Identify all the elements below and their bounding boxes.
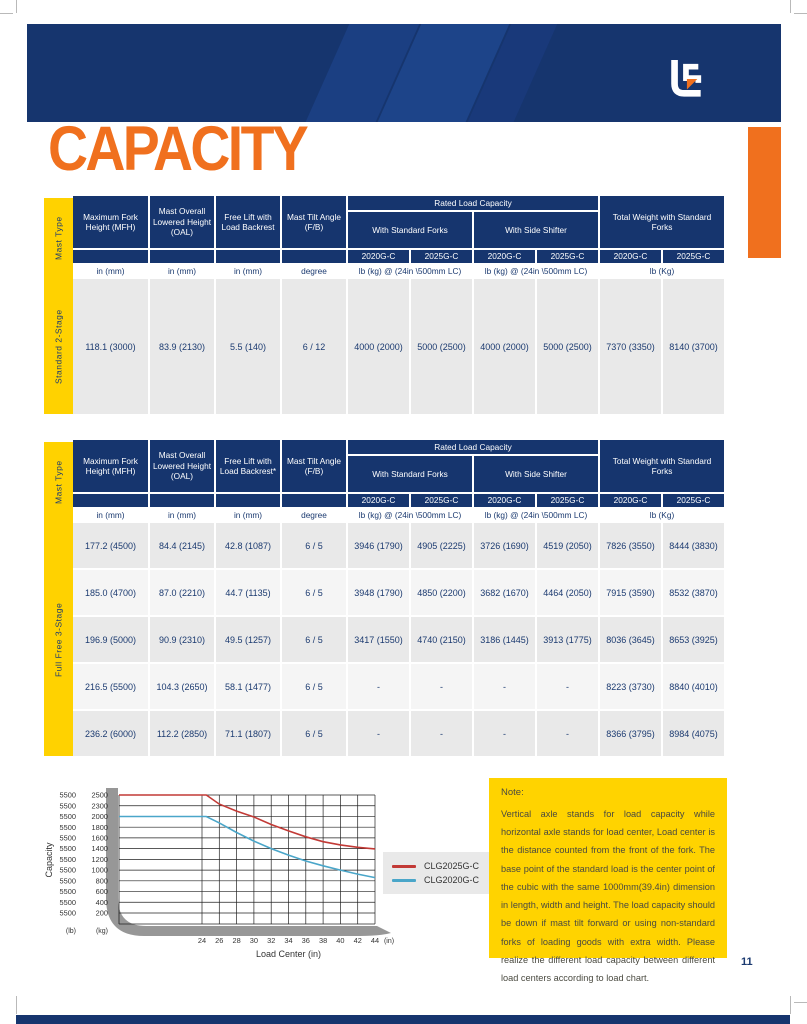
col-header-mfh: Maximum Fork Height (MFH) xyxy=(73,440,150,494)
subheader-side-shifter: With Side Shifter xyxy=(474,212,600,250)
model-row-blank xyxy=(73,494,150,509)
table-cell: - xyxy=(537,711,600,758)
model-header: 2020G-C xyxy=(474,494,537,509)
table-cell: 3946 (1790) xyxy=(348,523,411,570)
table-cell: 6 / 5 xyxy=(282,617,348,664)
y-tick-lb: 5500 xyxy=(59,865,76,875)
table-cell: 7826 (3550) xyxy=(600,523,663,570)
table-cell: - xyxy=(348,711,411,758)
table-cell: 5000 (2500) xyxy=(537,279,600,416)
table-cell: 6 / 5 xyxy=(282,570,348,617)
table-cell: 118.1 (3000) xyxy=(73,279,150,416)
liugong-logo-icon xyxy=(666,60,704,100)
table-cell: 8366 (3795) xyxy=(600,711,663,758)
group-header-total-weight: Total Weight with Standard Forks xyxy=(600,440,726,494)
y-tick-kg: 1600 xyxy=(91,833,108,843)
model-header: 2020G-C xyxy=(600,494,663,509)
table-cell: 4000 (2000) xyxy=(348,279,411,416)
unit-cell: lb (kg) @ (24in \500mm LC) xyxy=(474,509,600,523)
table-cell: 58.1 (1477) xyxy=(216,664,282,711)
model-header: 2025G-C xyxy=(537,250,600,265)
capacity-table-full-free xyxy=(44,440,726,758)
model-row-blank xyxy=(73,250,150,265)
table-cell: 4519 (2050) xyxy=(537,523,600,570)
table-cell: 3726 (1690) xyxy=(474,523,537,570)
table-cell: 8984 (4075) xyxy=(663,711,726,758)
model-header: 2020G-C xyxy=(474,250,537,265)
model-row-blank xyxy=(282,250,348,265)
x-tick: 28 xyxy=(232,936,241,945)
x-tick: 40 xyxy=(336,936,345,945)
table-cell: 87.0 (2210) xyxy=(150,570,216,617)
col-header-free-lift: Free Lift with Load Backrest xyxy=(216,196,282,250)
subheader-standard-forks: With Standard Forks xyxy=(348,456,474,494)
model-header: 2025G-C xyxy=(537,494,600,509)
y-tick-lb: 5500 xyxy=(59,822,76,832)
model-header: 2025G-C xyxy=(663,494,726,509)
table-cell: 8840 (4010) xyxy=(663,664,726,711)
model-row-blank xyxy=(216,250,282,265)
unit-cell: lb (kg) @ (24in \500mm LC) xyxy=(348,265,474,279)
table-cell: - xyxy=(348,664,411,711)
legend-label: CLG2025G-C xyxy=(424,861,480,871)
unit-cell: in (mm) xyxy=(216,265,282,279)
table-cell: - xyxy=(411,711,474,758)
unit-cell: in (mm) xyxy=(73,265,150,279)
table-cell: 7370 (3350) xyxy=(600,279,663,416)
model-header: 2020G-C xyxy=(600,250,663,265)
col-header-mfh: Maximum Fork Height (MFH) xyxy=(73,196,150,250)
table-cell: 6 / 5 xyxy=(282,523,348,570)
y-tick-kg: 2500 xyxy=(91,790,108,800)
table-cell: 4740 (2150) xyxy=(411,617,474,664)
legend-item xyxy=(392,873,496,887)
table-cell: 112.2 (2850) xyxy=(150,711,216,758)
x-tick: 34 xyxy=(284,936,293,945)
page-number: 11 xyxy=(741,956,753,968)
table-cell: 83.9 (2130) xyxy=(150,279,216,416)
series-CLG2025G-C xyxy=(119,795,375,849)
y-unit-lb: (lb) xyxy=(65,928,76,935)
table-cell: 8653 (3925) xyxy=(663,617,726,664)
x-tick: 26 xyxy=(215,936,224,945)
unit-cell: in (mm) xyxy=(73,509,150,523)
y-tick-lb: 5500 xyxy=(59,801,76,811)
y-tick-kg: 1000 xyxy=(91,865,108,875)
crop-mark xyxy=(790,0,791,13)
group-header-rated-load: Rated Load Capacity xyxy=(348,440,600,456)
y-tick-lb: 5500 xyxy=(59,854,76,864)
bottom-band xyxy=(16,1015,790,1024)
col-header-oal: Mast Overall Lowered Height (OAL) xyxy=(150,440,216,494)
unit-cell: lb (Kg) xyxy=(600,265,726,279)
legend-swatch-blue xyxy=(392,879,416,882)
note-title: Note: xyxy=(501,787,524,798)
unit-cell: lb (kg) @ (24in \500mm LC) xyxy=(348,509,474,523)
mast-type-row-label: Full Free 3-Stage xyxy=(44,523,73,758)
table-cell: 8444 (3830) xyxy=(663,523,726,570)
table-cell: 4905 (2225) xyxy=(411,523,474,570)
table-cell: - xyxy=(474,664,537,711)
subheader-side-shifter: With Side Shifter xyxy=(474,456,600,494)
note-body: Vertical axle stands for load capacity while horizontal axle stands for load center, Load center is the distance counted from the front of the fork. The base point of the standard load is the center point of the cubic with the same 1000mm(39.4in) dimension in length, width and height. The load capacity should be down if mast tilt forward or using non-standard forks of loading goods with extra width. Please realize the different load capacity between different load centers according to load chart. xyxy=(501,809,715,983)
table-cell: 6 / 12 xyxy=(282,279,348,416)
header-band xyxy=(27,24,781,122)
subheader-standard-forks: With Standard Forks xyxy=(348,212,474,250)
model-row-blank xyxy=(282,494,348,509)
x-tick: 38 xyxy=(318,936,328,945)
x-tick: 44 xyxy=(370,936,380,945)
table-cell: 185.0 (4700) xyxy=(73,570,150,617)
col-header-free-lift: Free Lift with Load Backrest* xyxy=(216,440,282,494)
table-cell: 3417 (1550) xyxy=(348,617,411,664)
mast-type-header: Mast Type xyxy=(44,440,73,523)
table-cell: 3682 (1670) xyxy=(474,570,537,617)
group-header-total-weight: Total Weight with Standard Forks xyxy=(600,196,726,250)
table-cell: 3186 (1445) xyxy=(474,617,537,664)
y-tick-lb: 5500 xyxy=(59,908,76,918)
table-cell: 5.5 (140) xyxy=(216,279,282,416)
y-tick-kg: 1200 xyxy=(91,854,108,864)
model-header: 2020G-C xyxy=(348,250,411,265)
table-cell: 5000 (2500) xyxy=(411,279,474,416)
table-cell: 8036 (3645) xyxy=(600,617,663,664)
note-box xyxy=(489,778,727,983)
table-cell: 3948 (1790) xyxy=(348,570,411,617)
x-tick: 24 xyxy=(197,936,207,945)
table-cell: 71.1 (1807) xyxy=(216,711,282,758)
unit-cell: degree xyxy=(282,265,348,279)
table-cell: 44.7 (1135) xyxy=(216,570,282,617)
y-tick-lb: 5500 xyxy=(59,790,76,800)
table-cell: 49.5 (1257) xyxy=(216,617,282,664)
model-row-blank xyxy=(150,250,216,265)
legend-swatch-red xyxy=(392,865,416,868)
table-cell: 4850 (2200) xyxy=(411,570,474,617)
x-tick: 36 xyxy=(301,936,310,945)
unit-cell: in (mm) xyxy=(150,265,216,279)
model-row-blank xyxy=(150,494,216,509)
unit-cell: lb (kg) @ (24in \500mm LC) xyxy=(474,265,600,279)
y-tick-lb: 5500 xyxy=(59,887,76,897)
table-cell: 7915 (3590) xyxy=(600,570,663,617)
table-cell: 42.8 (1087) xyxy=(216,523,282,570)
table-cell: 3913 (1775) xyxy=(537,617,600,664)
col-header-tilt: Mast Tilt Angle (F/B) xyxy=(282,440,348,494)
unit-cell: degree xyxy=(282,509,348,523)
table-cell: 6 / 5 xyxy=(282,664,348,711)
model-header: 2025G-C xyxy=(663,250,726,265)
crop-mark xyxy=(16,0,17,13)
table-cell: 6 / 5 xyxy=(282,711,348,758)
table-cell: - xyxy=(474,711,537,758)
mast-type-header: Mast Type xyxy=(44,196,73,279)
model-header: 2020G-C xyxy=(348,494,411,509)
crop-mark xyxy=(794,1002,807,1003)
page-title: CAPACITY xyxy=(48,114,307,184)
unit-cell: in (mm) xyxy=(150,509,216,523)
y-tick-lb: 5500 xyxy=(59,812,76,822)
table-cell: - xyxy=(537,664,600,711)
y-tick-lb: 5500 xyxy=(59,897,76,907)
series-CLG2020G-C xyxy=(119,817,375,878)
crop-mark xyxy=(16,996,17,1014)
crop-mark xyxy=(794,13,807,14)
y-tick-lb: 5500 xyxy=(59,833,76,843)
y-unit-kg: (kg) xyxy=(95,928,108,935)
model-header: 2025G-C xyxy=(411,250,474,265)
mast-type-row-label: Standard 2-Stage xyxy=(44,279,73,416)
y-tick-kg: 1800 xyxy=(91,822,108,832)
legend-label: CLG2020G-C xyxy=(424,875,480,885)
axis-swoosh xyxy=(106,788,391,936)
table-cell: 90.9 (2310) xyxy=(150,617,216,664)
chart-legend xyxy=(383,852,505,894)
unit-cell: in (mm) xyxy=(216,509,282,523)
y-tick-kg: 400 xyxy=(95,897,108,907)
crop-mark xyxy=(790,996,791,1014)
y-axis-label: Capacity xyxy=(44,842,54,878)
table-cell: 196.9 (5000) xyxy=(73,617,150,664)
y-tick-kg: 2300 xyxy=(91,801,108,811)
table-cell: 8223 (3730) xyxy=(600,664,663,711)
table-cell: 104.3 (2650) xyxy=(150,664,216,711)
col-header-tilt: Mast Tilt Angle (F/B) xyxy=(282,196,348,250)
model-row-blank xyxy=(216,494,282,509)
x-axis-label: Load Center (in) xyxy=(255,949,322,959)
y-tick-kg: 1400 xyxy=(91,844,108,854)
y-tick-kg: 200 xyxy=(95,908,108,918)
col-header-oal: Mast Overall Lowered Height (OAL) xyxy=(150,196,216,250)
table-cell: 8140 (3700) xyxy=(663,279,726,416)
y-tick-lb: 5500 xyxy=(59,844,76,854)
x-tick: 32 xyxy=(267,936,276,945)
model-header: 2025G-C xyxy=(411,494,474,509)
table-cell: 84.4 (2145) xyxy=(150,523,216,570)
orange-accent-bar xyxy=(748,127,781,258)
x-tick: 30 xyxy=(249,936,259,945)
y-tick-kg: 800 xyxy=(95,876,108,886)
table-cell: - xyxy=(411,664,474,711)
x-unit: (in) xyxy=(383,938,395,945)
y-tick-lb: 5500 xyxy=(59,876,76,886)
group-header-rated-load: Rated Load Capacity xyxy=(348,196,600,212)
y-tick-kg: 600 xyxy=(95,887,108,897)
x-tick: 42 xyxy=(353,936,362,945)
crop-mark xyxy=(0,13,13,14)
legend-item xyxy=(392,859,496,873)
table-cell: 177.2 (4500) xyxy=(73,523,150,570)
table-cell: 4000 (2000) xyxy=(474,279,537,416)
table-cell: 8532 (3870) xyxy=(663,570,726,617)
table-cell: 236.2 (6000) xyxy=(73,711,150,758)
unit-cell: lb (Kg) xyxy=(600,509,726,523)
table-cell: 4464 (2050) xyxy=(537,570,600,617)
capacity-table-standard xyxy=(44,196,726,416)
y-tick-kg: 2000 xyxy=(91,812,108,822)
table-cell: 216.5 (5500) xyxy=(73,664,150,711)
